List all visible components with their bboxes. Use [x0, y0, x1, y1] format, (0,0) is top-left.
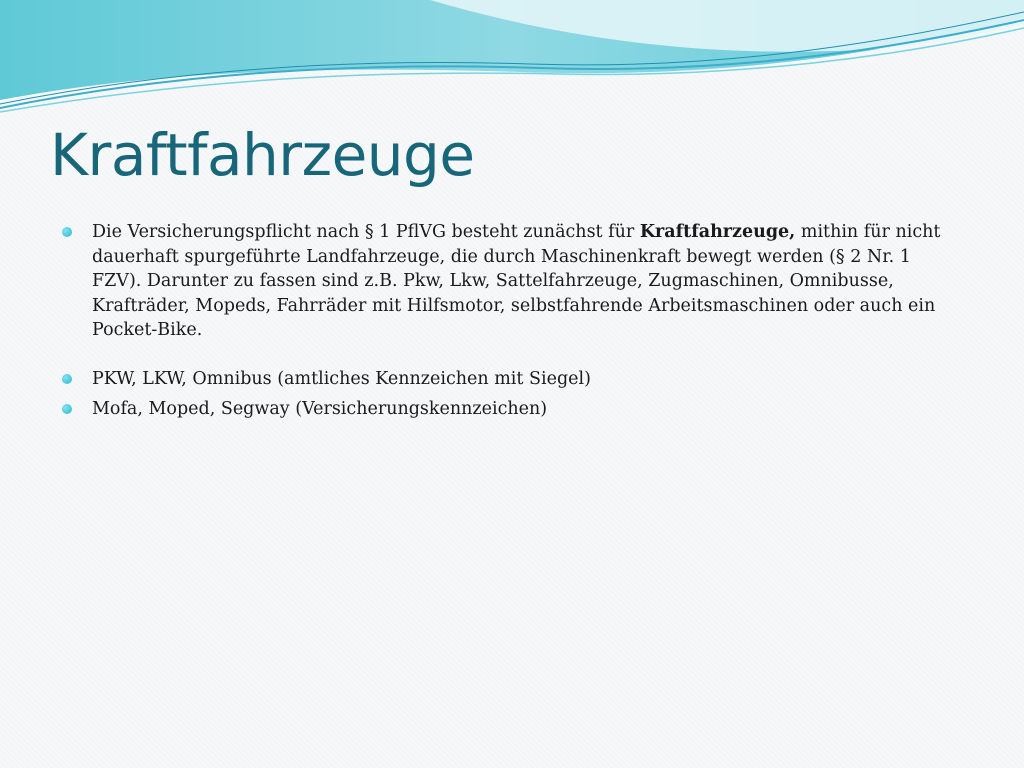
bullet-text: PKW, LKW, Omnibus (amtliches Kennzeichen mit Siegel): [92, 368, 591, 389]
bullet-text-pre: Die Versicherungspflicht nach § 1 PflVG besteht zunächst für: [92, 222, 640, 242]
header-wave-decoration: [0, 0, 1024, 120]
bullet-dot-icon: [62, 404, 72, 414]
bullet-item: [62, 367, 962, 392]
bullet-dot-icon: [62, 227, 72, 237]
bullet-text-bold: Kraftfahrzeuge,: [639, 222, 796, 242]
bullet-item: [62, 397, 962, 422]
bullet-list: [62, 220, 962, 422]
bullet-dot-icon: [62, 374, 72, 384]
bullet-item: [62, 220, 962, 343]
bullet-text-post: mithin für nicht dauerhaft spurgeführte Landfahrzeuge, die durch Maschinenkraft bewegt werden (§ 2 Nr. 1 FZV). Darunter zu fassen sind z.B. Pkw, Lkw, Sattelfahrzeuge, Zugmaschinen, Omnibusse, Krafträder, Mopeds, Fahrräder mit Hilfsmotor, selbstfahrende Arbeitsmaschinen oder auch ein Pocket-Bike.: [92, 222, 941, 340]
bullet-text: Mofa, Moped, Segway (Versicherungskennzeichen): [92, 399, 548, 419]
slide-title: Kraftfahrzeuge: [50, 121, 475, 189]
